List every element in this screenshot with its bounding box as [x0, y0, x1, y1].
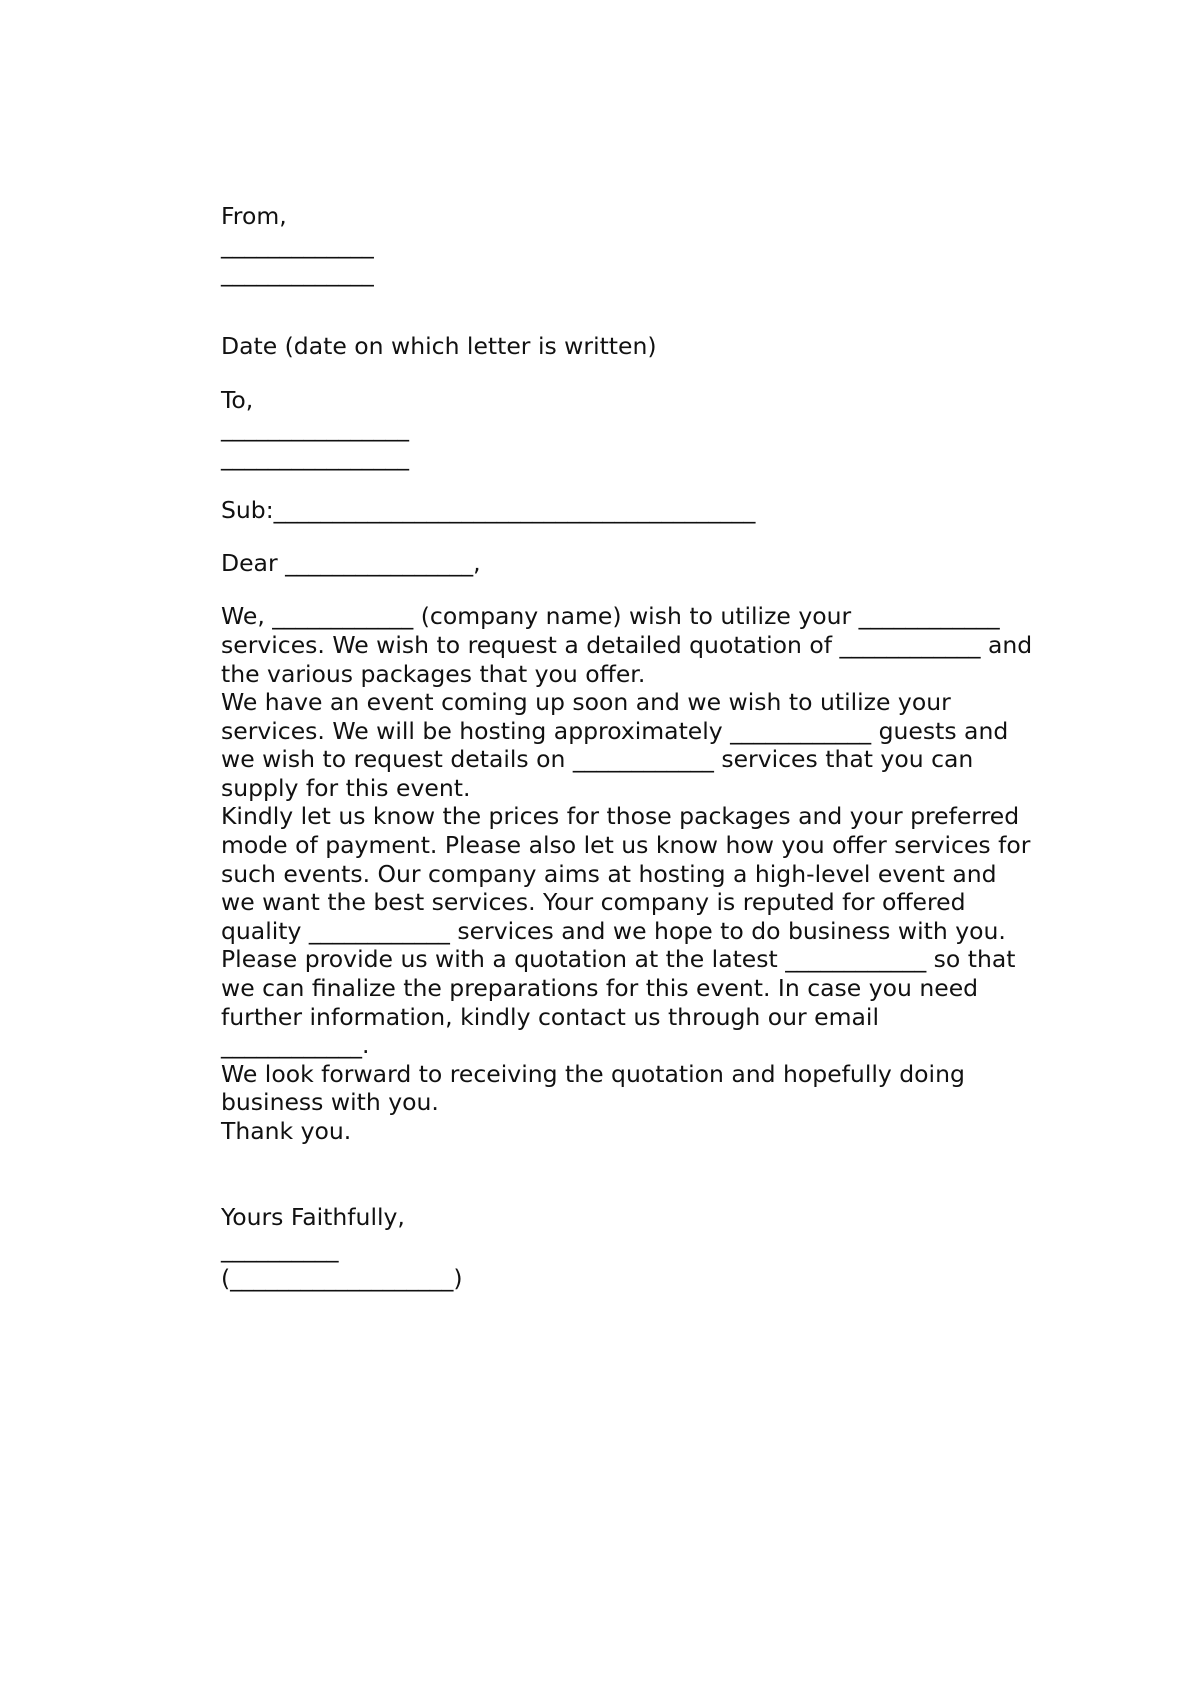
subject-line: Sub:_________________________________________ — [221, 495, 756, 524]
date-line: Date (date on which letter is written) — [221, 332, 657, 361]
from-label: From, — [221, 202, 287, 230]
body-line: ____________. — [221, 1031, 370, 1060]
body-line: we can finalize the preparations for this event. In case you need — [221, 974, 979, 1003]
body-line: Thank you. — [221, 1117, 352, 1145]
to-blank-1: ________________ — [221, 414, 409, 443]
body-line: Please provide us with a quotation at the latest ____________ so that — [221, 945, 1016, 974]
letter-body — [221, 602, 1081, 1145]
body-line: we wish to request details on ____________ services that you can — [221, 745, 974, 774]
from-blank-2: _____________ — [221, 259, 374, 288]
body-line: We have an event coming up soon and we wish to utilize your — [221, 688, 951, 717]
to-blank-2: ________________ — [221, 442, 409, 471]
body-line: business with you. — [221, 1088, 439, 1117]
body-line: Kindly let us know the prices for those packages and your preferred — [221, 802, 1020, 831]
body-line: we want the best services. Your company is reputed for offered — [221, 888, 966, 917]
closing: Yours Faithfully, — [221, 1202, 405, 1231]
from-blank-1: _____________ — [221, 230, 374, 259]
salutation: Dear ________________, — [221, 549, 481, 578]
letter-page — [221, 202, 1081, 1292]
body-line: We, ____________ (company name) wish to utilize your ____________ — [221, 602, 1000, 631]
signature-blank: __________ — [221, 1235, 339, 1264]
body-line: such events. Our company aims at hosting a high-level event and — [221, 859, 997, 888]
body-line: mode of payment. Please also let us know how you offer services for — [221, 831, 1031, 860]
body-line: quality ____________ services and we hope to do business with you. — [221, 916, 1006, 945]
to-label: To, — [221, 385, 254, 414]
body-line: the various packages that you offer. — [221, 659, 646, 688]
name-blank: (___________________) — [221, 1263, 463, 1292]
body-line: services. We wish to request a detailed quotation of ____________ and — [221, 630, 1033, 659]
body-line: further information, kindly contact us through our email — [221, 1002, 879, 1031]
body-line: We look forward to receiving the quotation and hopefully doing — [221, 1059, 965, 1088]
body-line: supply for this event. — [221, 773, 471, 802]
body-line: services. We will be hosting approximately ____________ guests and — [221, 716, 1009, 745]
